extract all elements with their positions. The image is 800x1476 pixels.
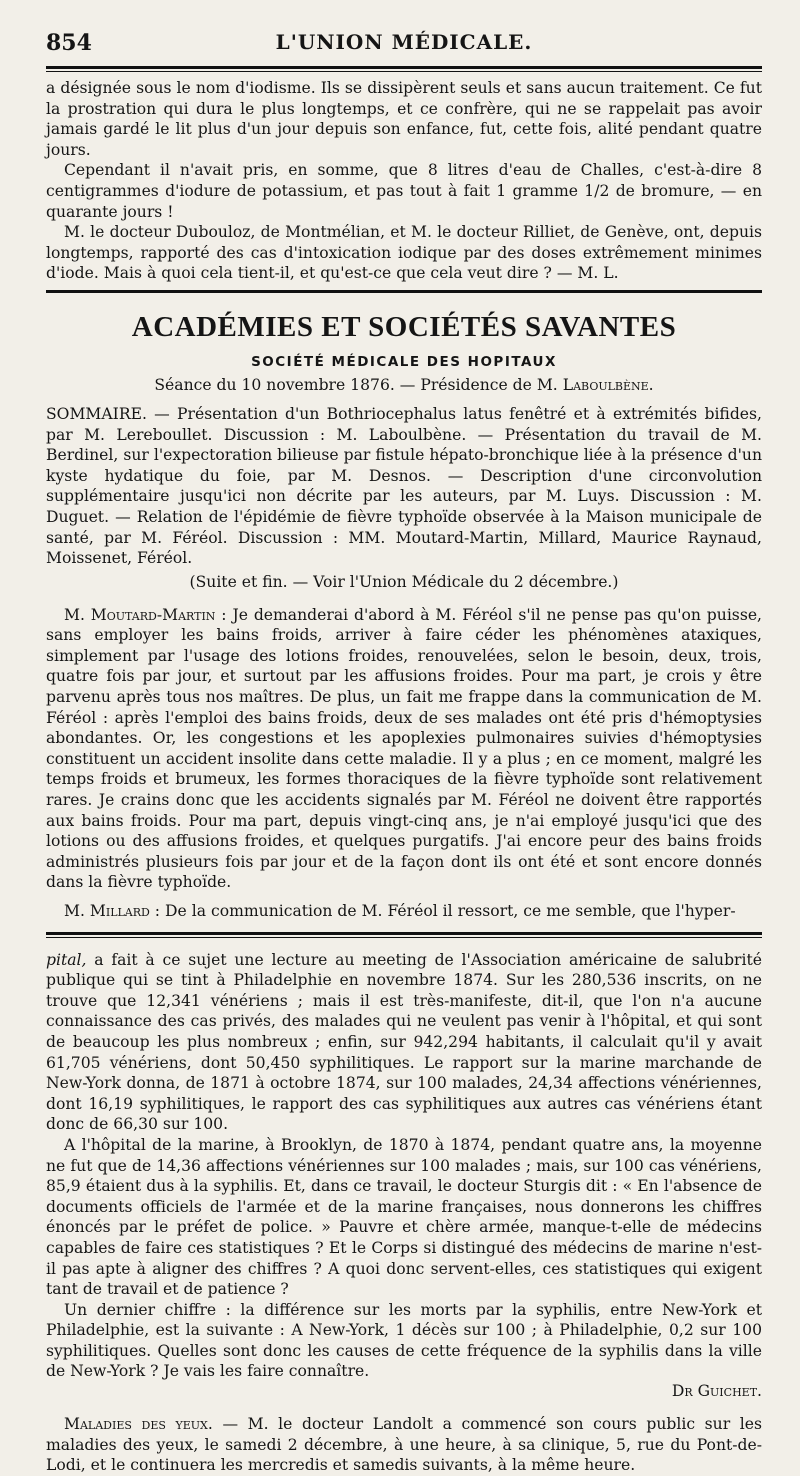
author-signature: Dr Guichet. (671, 1382, 762, 1401)
feuilleton-paragraph: Un dernier chiffre : la différence sur les morts par la syphilis, entre New-York et Philadelphie, est la suivante : A New-York, 1 décès sur 100 ; à Philadelphie, 0,2 sur 100 syphilitiques. Quelles sont donc les causes de cette fréquence de la syphilis dans la ville de New-York ? Je vais les faire connaître. (46, 1300, 762, 1381)
intro-paragraph: a désignée sous le nom d'iodisme. Ils se dissipèrent seuls et sans aucun traitement. Ce fut la prostration qui dura le plus longtemps, et ce confrère, qui ne se rappelait pas avoir jamais gardé le lit plus d'un jour depuis son enfance, fut, cette fois, alité pendant quatre jours. (46, 79, 762, 159)
feuilleton-body: a fait à ce sujet une lecture au meeting de l'Association américaine de salubrité publique qui se tint à Philadelphie en novembre 1874. Sur les 280,536 inscrits, on ne trouve que 12,341 vénériens ; mais il est très-manifeste, dit-il, que l'on n'a aucune connaissance des cas privés, des malades qui ne veulent pas venir à l'hôpital, et qui sont de beaucoup les plus nombreux ; enfin, sur 942,294 habitants, il calculait qu'il y avait 61,705 vénériens, dont 50,450 syphilitiques. Le rapport sur la marine marchande de New-York donna, de 1871 à octobre 1874, sur 100 malades, 24,34 affections vénériennes, dont 16,19 syphilitiques, le rapport des cas syphilitiques aux autres cas vénériens étant donc de 66,30 sur 100. (46, 950, 762, 1134)
speaker-name: M. Millard : (64, 902, 161, 920)
feuilleton-paragraph (46, 950, 762, 1135)
feuilleton-divider (46, 932, 762, 938)
society-title: SOCIÉTÉ MÉDICALE DES HOPITAUX (251, 353, 557, 370)
discussion-paragraph (46, 605, 762, 893)
intro-paragraph: M. le docteur Dubouloz, de Montmélian, et M. le docteur Rilliet, de Genève, ont, depuis longtemps, rapporté des cas d'intoxication iodique par des doses extrêmement minimes d'iode. Mais à quoi cela tient-il, et qu'est-ce que cela veut dire ? — M. L. (46, 223, 762, 283)
continued-word: pital, (46, 950, 87, 969)
intro-text (46, 78, 762, 284)
section-divider (46, 290, 762, 293)
page-number: 854 (46, 30, 92, 56)
speaker-name: M. Moutard-Martin : (64, 605, 227, 624)
speech-text: De la communication de M. Féréol il ressort, ce me semble, que l'hyper- (165, 902, 736, 920)
session-date: Séance du 10 novembre 1876. — Présidence de M. (154, 375, 558, 394)
running-title: L'UNION MÉDICALE. (275, 30, 533, 54)
section-title: ACADÉMIES ET SOCIÉTÉS SAVANTES (131, 310, 677, 343)
intro-paragraph: Cependant il n'avait pris, en somme, que 8 litres d'eau de Challes, c'est-à-dire 8 centigrammes d'iodure de potassium, et pas tout à fait 1 gramme 1/2 de bromure, — en quarante jours ! (46, 161, 762, 221)
speech-text: Je demanderai d'abord à M. Féréol s'il ne pense pas qu'on puisse, sans employer les bains froids, arriver à faire céder les phénomènes ataxiques, simplement par l'usage des lotions froides, renouvelées, selon le besoin, deux, trois, quatre fois par jour, et surtout par les affusions froides. Pour ma part, je crois y être parvenu après tous nos maîtres. De plus, un fait me frappe dans la communication de M. Féréol : après l'emploi des bains froids, deux de ses malades ont été pris d'hémoptysies abondantes. Or, les congestions et les apoplexies pulmonaires suivies d'hémoptysies constituent un accident insolite dans cette maladie. Il y a plus ; en ce moment, malgré les temps froids et brumeux, les formes thoraciques de la fièvre typhoïde sont relativement rares. Je crains donc que les accidents signalés par M. Féréol ne doivent être rapportés aux bains froids. Pour ma part, depuis vingt-cinq ans, je n'ai employé jusqu'ici que des lotions ou des affusions froides, et quelques purgatifs. J'ai encore peur des bains froids administrés plusieurs fois par jour et de la façon dont ils ont été et sont encore donnés dans la fièvre typhoïde. (46, 605, 763, 892)
feuilleton-text (46, 950, 762, 1476)
sommaire: SOMMAIRE. — Présentation d'un Bothriocephalus latus fenêtré et à extrémités bifides, par M. Lereboullet. Discussion : M. Laboulbène. — Présentation du travail de M. Berdinel, sur l'expectoration bilieuse par fistule hépato-bronchique liée à la présence d'un kyste hydatique du foie, par M. Desnos. — Description d'une circonvolution supplémentaire jusqu'ici non décrite par les auteurs, par M. Luys. Discussion : M. Duguet. — Relation de l'épidémie de fièvre typhoïde observée à la Maison municipale de santé, par M. Féréol. Discussion : MM. Moutard-Martin, Millard, Maurice Raynaud, Moissenet, Féréol. (46, 404, 762, 568)
header-rule (46, 66, 762, 72)
page-header (46, 28, 762, 62)
notice-title: Maladies des yeux. (64, 1415, 213, 1434)
feuilleton-paragraph: A l'hôpital de la marine, à Brooklyn, de 1870 à 1874, pendant quatre ans, la moyenne ne fut que de 14,36 affections vénériennes sur 100 malades ; mais, sur 100 cas vénériens, 85,9 étaient dus à la syphilis. Et, dans ce travail, le docteur Sturgis dit : « En l'absence de documents officiels de l'armée et de la marine françaises, nous donnerons les chiffres énoncés par le préfet de police. » Pauvre et chère armée, manque-t-elle de médecins capables de faire ces statistiques ? Et le Corps si distingué des médecins de marine n'est-il pas apte à aligner des chiffres ? A quoi donc servent-elles, ces statistiques qui exigent tant de travail et de patience ? (46, 1135, 762, 1299)
session-president: Laboulbène. (562, 375, 654, 394)
notice-paragraph (46, 1414, 762, 1476)
notice-body: — M. le docteur Landolt a commencé son cours public sur les maladies des yeux, le samedi 2 décembre, à une heure, à sa clinique, 5, rue du Pont-de-Lodi, et le continuera les mercredis et samedis suivants, à la même heure. (46, 1415, 762, 1475)
continuation-note: (Suite et fin. — Voir l'Union Médicale du 2 décembre.) (189, 572, 619, 591)
session-line (46, 376, 762, 394)
discussion-paragraph (46, 901, 762, 922)
